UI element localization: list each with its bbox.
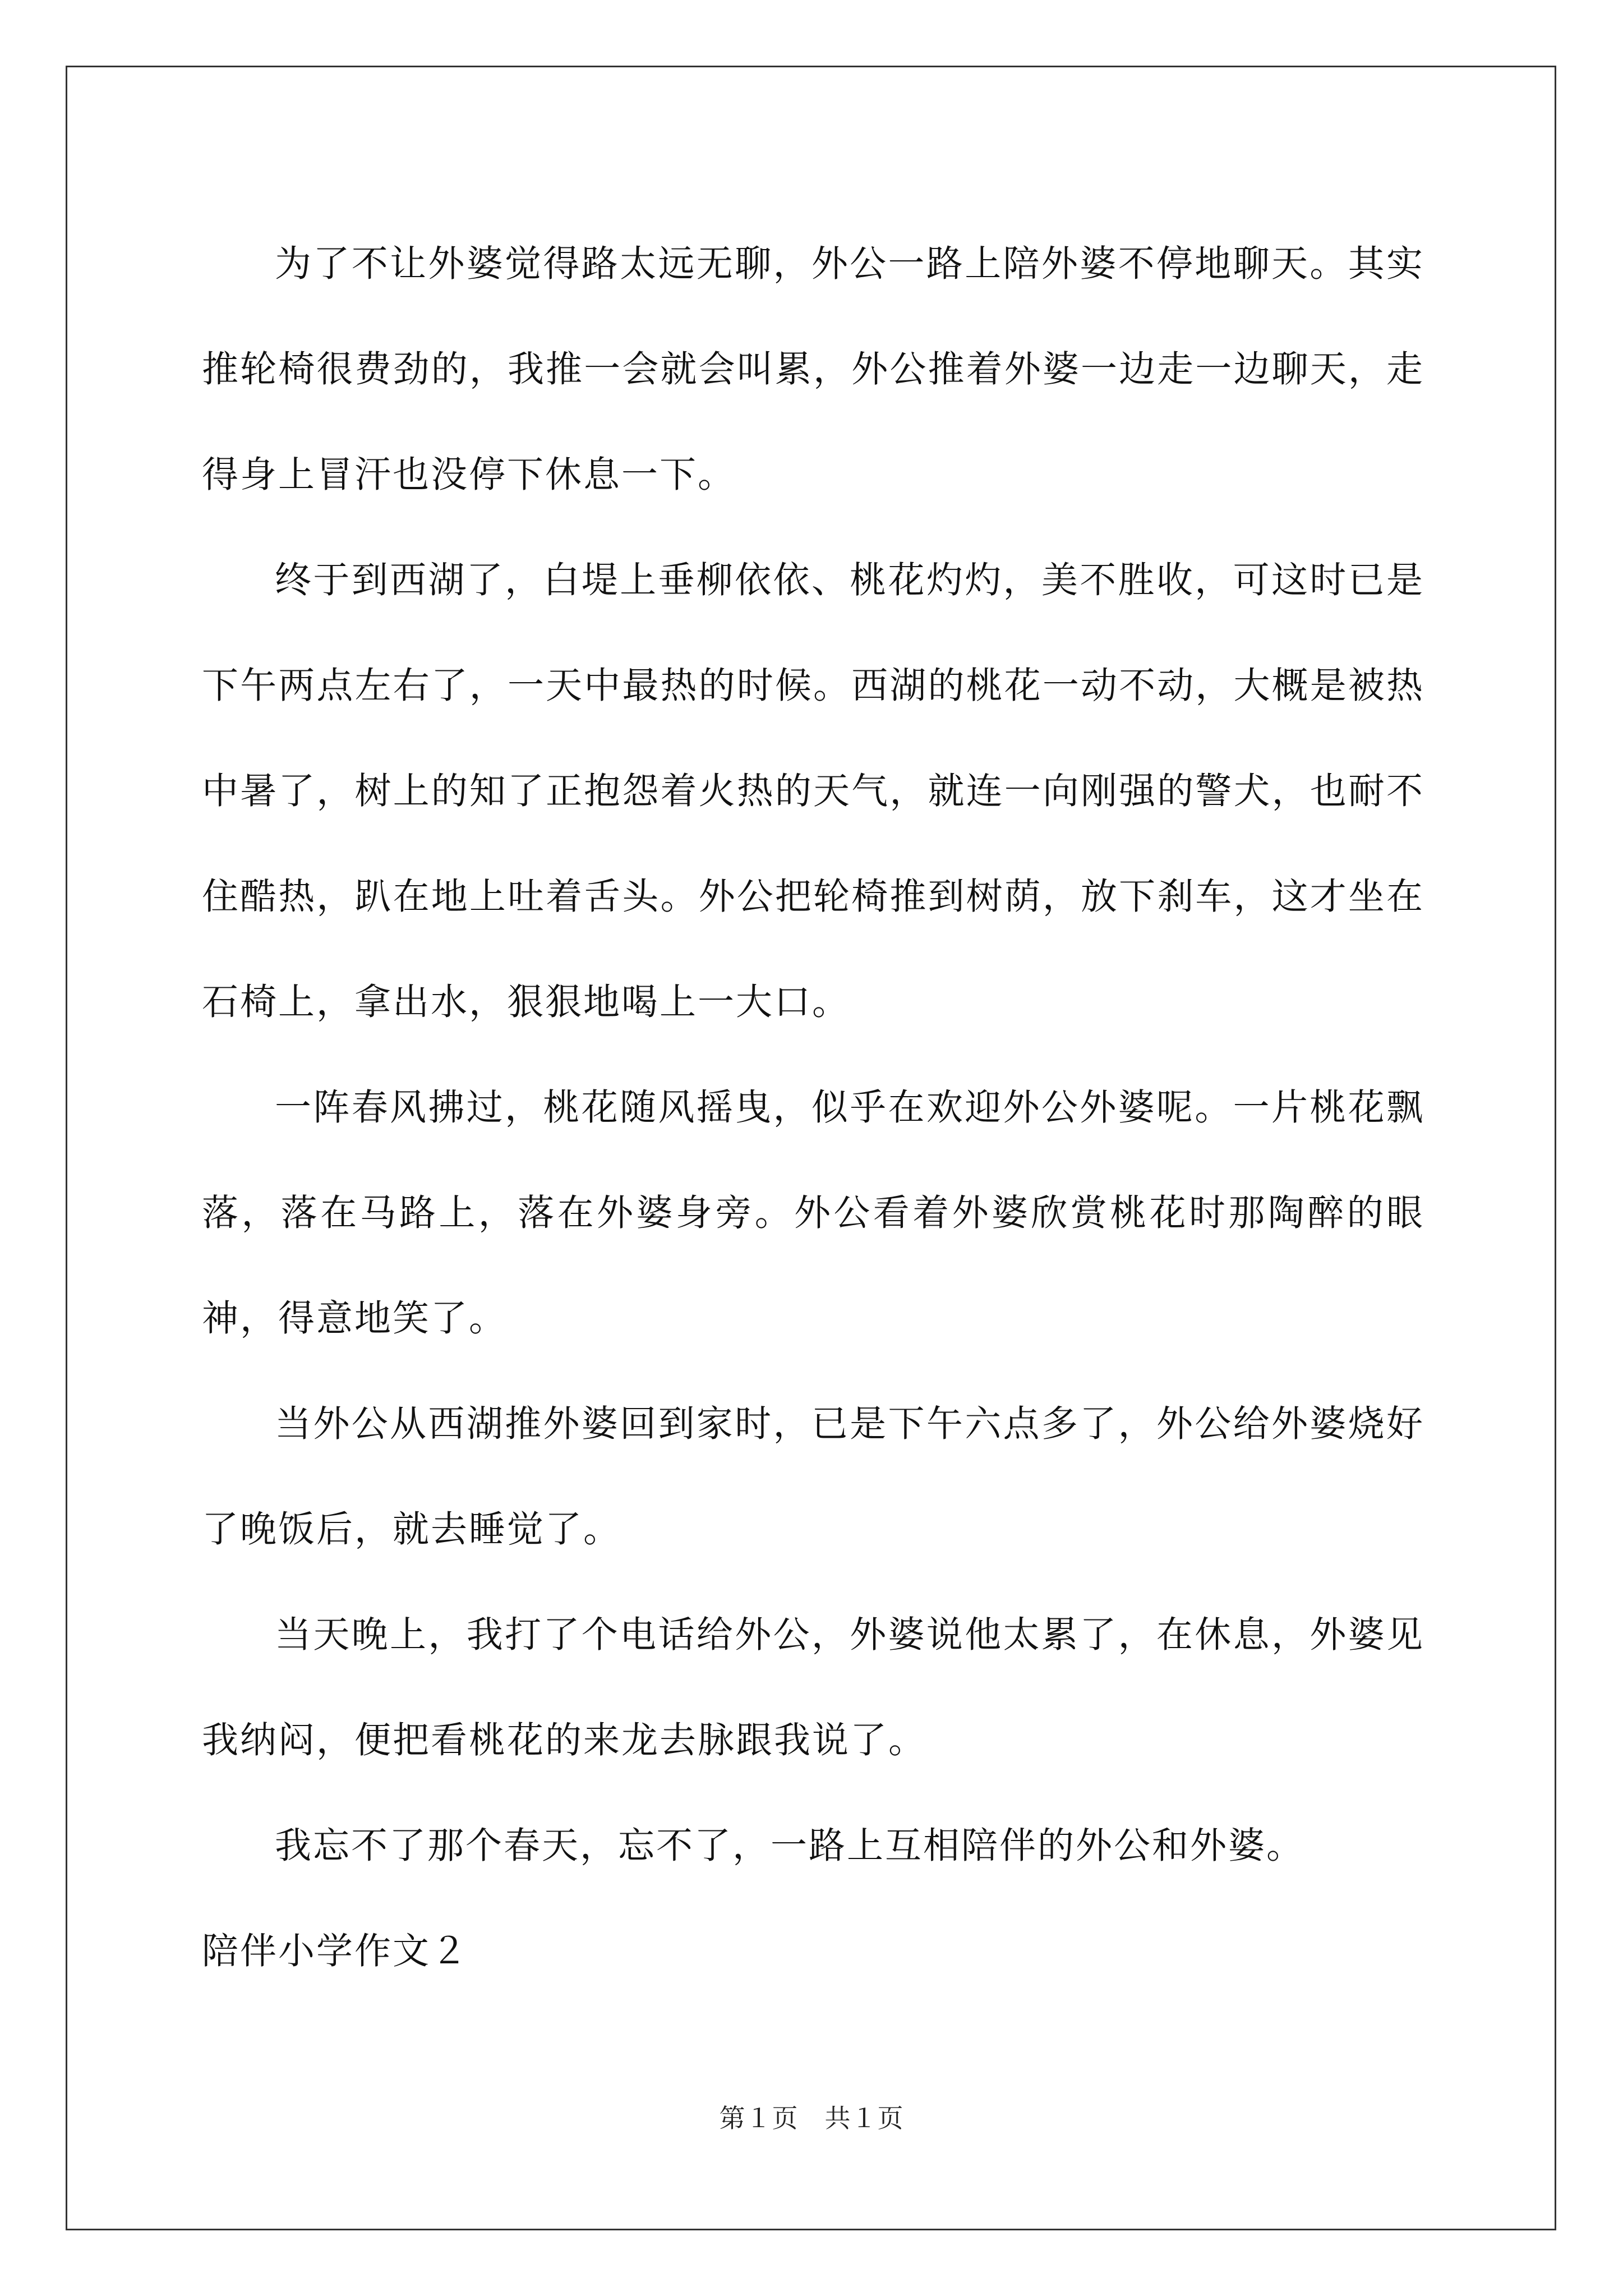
paragraph-6: 我忘不了那个春天，忘不了，一路上互相陪伴的外公和外婆。 (275, 1825, 1305, 1867)
document-body (202, 211, 1424, 2004)
paragraph-1: 为了不让外婆觉得路太远无聊，外公一路上陪外婆不停地聊天。其实推轮椅很费劲的，我推一会就会叫累，外公推着外婆一边走一边聊天，走得身上冒汗也没停下休息一下。 (202, 243, 1424, 496)
paragraph-4: 当外公从西湖推外婆回到家时，已是下午六点多了，外公给外婆烧好了晚饭后，就去睡觉了。 (202, 1403, 1424, 1550)
paragraph-3: 一阵春风拂过，桃花随风摇曳，似乎在欢迎外公外婆呢。一片桃花飘落，落在马路上，落在外婆身旁。外公看着外婆欣赏桃花时那陶醉的眼神，得意地笑了。 (202, 1087, 1424, 1340)
paragraph-2: 终于到西湖了，白堤上垂柳依依、桃花灼灼，美不胜收，可这时已是下午两点左右了，一天中最热的时候。西湖的桃花一动不动，大概是被热中暑了，树上的知了正抱怨着火热的天气，就连一向刚强的警犬，也耐不住酷热，趴在地上吐着舌头。外公把轮椅推到树荫，放下刹车，这才坐在石椅上，拿出水，狠狠地喝上一大口。 (202, 559, 1424, 1023)
section-heading: 陪伴小学作文２ (202, 1930, 469, 1972)
paragraph-5: 当天晚上，我打了个电话给外公，外婆说他太累了，在休息，外婆见我纳闷，便把看桃花的来龙去脉跟我说了。 (202, 1614, 1424, 1761)
page-footer: 第１页 共１页 (719, 2103, 904, 2133)
